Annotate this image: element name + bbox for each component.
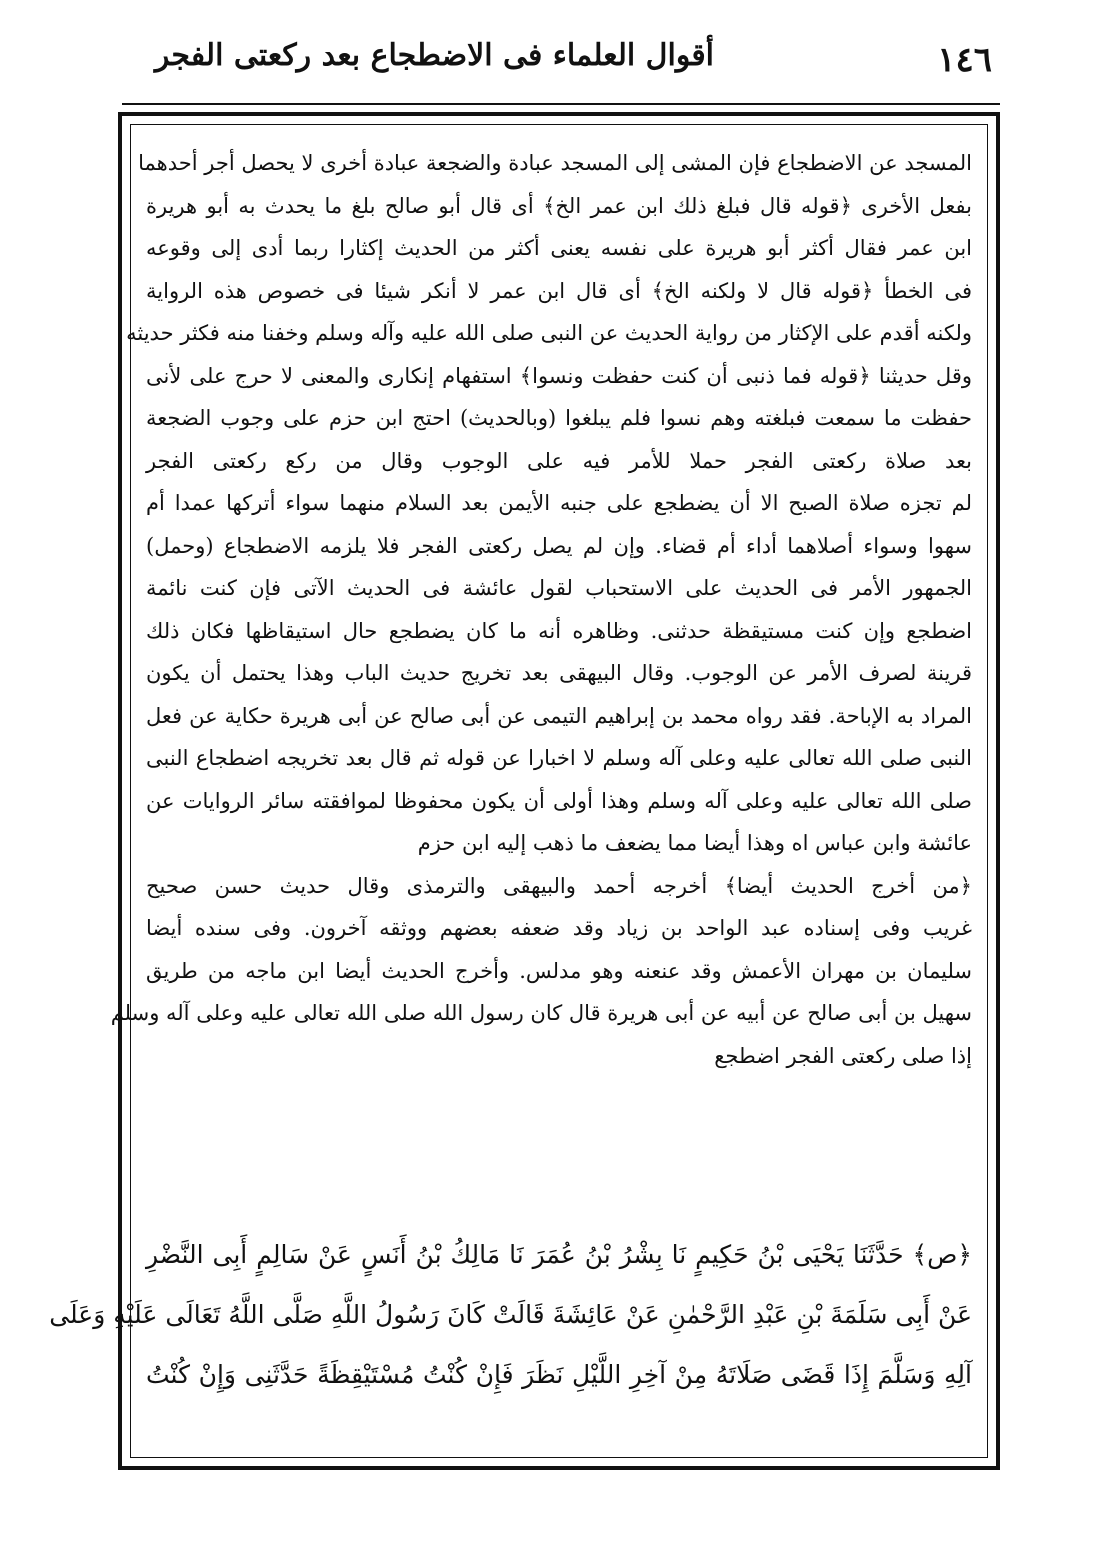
text-line: غريب وفى إسناده عبد الواحد بن زياد وقد ضعفه بعضهم ووثقه آخرون. وفى سنده أيضا <box>146 916 972 940</box>
hadith-line: عَنْ أَبِى سَلَمَةَ بْنِ عَبْدِ الرَّحْمٰنِ عَنْ عَائِشَةَ قَالَتْ كَانَ رَسُولُ اللَّهِ صَلَّى اللَّهُ تَعَالَى عَلَيْهِ وَعَلَى <box>49 1300 972 1329</box>
text-line: قرينة لصرف الأمر عن الوجوب. وقال البيهقى بعد تخريج حديث الباب وهذا يحتمل أن يكون <box>146 661 972 685</box>
text-line: الجمهور الأمر فى الحديث على الاستحباب لقول عائشة فى الحديث الآتى فإن كنت نائمة <box>146 576 972 600</box>
page-number: ١٤٦ <box>937 40 992 80</box>
text-line: لم تجزه صلاة الصبح الا أن يضطجع على جنبه الأيمن بعد السلام منهما سواء أتركها عمدا أم <box>146 491 972 515</box>
text-line: ابن عمر فقال أكثر أبو هريرة على نفسه يعنى أكثر من الحديث إكثارا ربما أدى إلى وقوعه <box>146 236 972 260</box>
text-line: المسجد عن الاضطجاع فإن المشى إلى المسجد عبادة والضجعة عبادة أخرى لا يحصل أجر أحدهما <box>138 151 972 175</box>
text-line: إذا صلى ركعتى الفجر اضطجع <box>714 1043 972 1068</box>
commentary-text <box>110 142 972 1077</box>
text-line: سهيل بن أبى صالح عن أبيه عن أبى هريرة قال كان رسول الله صلى الله تعالى عليه وعلى آله وسلم <box>110 1001 972 1025</box>
text-line: صلى الله تعالى عليه وعلى آله وسلم وهذا أولى أن يكون محفوظا لموافقته سائر الروايات عن <box>146 788 972 813</box>
text-line: عائشة وابن عباس اه وهذا أيضا مما يضعف ما ذهب إليه ابن حزم <box>417 831 972 855</box>
text-line: سهوا وسواء أصلاهما أداء أم قضاء. وإن لم يصل ركعتى الفجر فلا يلزمه الاضطجاع (وحمل) <box>146 533 972 558</box>
text-line: فى الخطأ ﴿قوله قال لا ولكنه الخ﴾ أى قال ابن عمر لا أنكر شيئا فى خصوص هذه الرواية <box>146 278 972 303</box>
text-line: وقل حديثنا ﴿قوله فما ذنبى أن كنت حفظت ونسوا﴾ استفهام إنكارى والمعنى لا حرج على لأنى <box>146 363 972 388</box>
text-line: اضطجع وإن كنت مستيقظة حدثنى. وظاهره أنه ما كان يضطجع حال استيقاظها فكان ذلك <box>146 618 972 643</box>
page-header <box>130 38 992 98</box>
header-rule <box>122 103 1000 105</box>
text-line: ولكنه أقدم على الإكثار من رواية الحديث عن النبى صلى الله عليه وآله وسلم وخفنا منه فكثر حديثه <box>126 321 972 345</box>
text-line: سليمان بن مهران الأعمش وقد عنعنه وهو مدلس. وأخرج الحديث أيضا ابن ماجه من طريق <box>146 958 972 983</box>
text-line: حفظت ما سمعت فبلغته وهم نسوا فلم يبلغوا (وبالحديث) احتج ابن حزم على وجوب الضجعة <box>146 406 972 430</box>
text-line: المراد به الإباحة. فقد رواه محمد بن إبراهيم التيمى عن أبى صالح عن أبى هريرة حكاية عن فعل <box>146 703 972 728</box>
text-line: بفعل الأخرى ﴿قوله قال فبلغ ذلك ابن عمر الخ﴾ أى قال أبو صالح بلغ ما يحدث به أبو هريرة <box>146 193 972 218</box>
hadith-text <box>49 1225 972 1405</box>
text-line: النبى صلى الله تعالى عليه وعلى آله وسلم لا اخبارا عن قوله ثم قال بعد تخريجه اضطجاع النبى <box>146 746 972 770</box>
running-title: أقوال العلماء فى الاضطجاع بعد ركعتى الفجر <box>154 38 714 73</box>
hadith-line: ﴿ص﴾ حَدَّثَنَا يَحْيَى بْنُ حَكِيمٍ نَا بِشْرُ بْنُ عُمَرَ نَا مَالِكُ بْنُ أَنَسٍ عَنْ سَالِمٍ أَبِى النَّضْرِ <box>146 1240 972 1269</box>
text-line: بعد صلاة ركعتى الفجر حملا للأمر فيه على الوجوب وقال من ركع ركعتى الفجر <box>146 448 972 473</box>
text-line: ﴿من أخرج الحديث أيضا﴾ أخرجه أحمد والبيهقى والترمذى وقال حديث حسن صحيح <box>146 873 972 898</box>
hadith-line: آلِهِ وَسَلَّمَ إِذَا قَضَى صَلَاتَهُ مِنْ آخِرِ اللَّيْلِ نَظَرَ فَإِنْ كُنْتُ مُسْتَيْقِظَةً حَدَّثَنِى وَإِنْ كُنْتُ <box>146 1360 972 1389</box>
